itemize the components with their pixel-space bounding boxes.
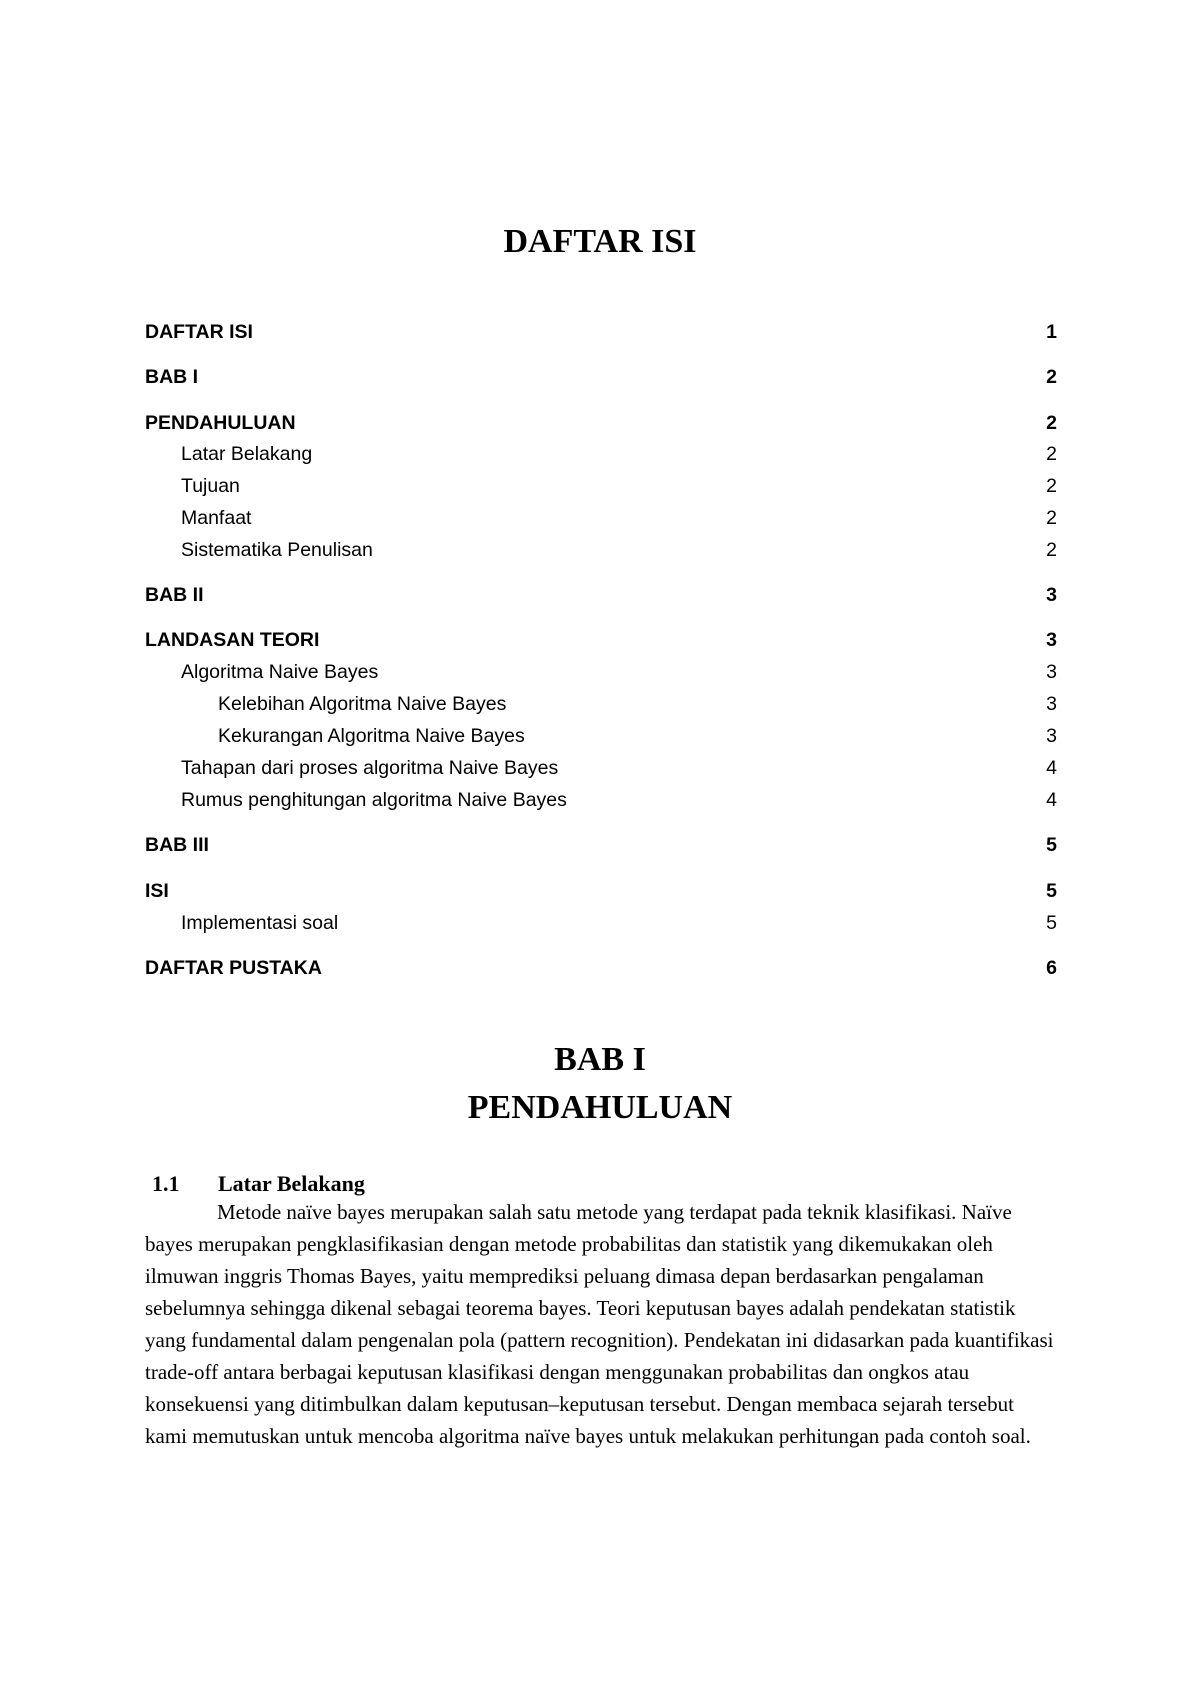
toc-entry-text: Algoritma Naive Bayes	[181, 661, 379, 683]
toc-entry-text: Manfaat	[181, 507, 252, 529]
toc-entry[interactable]	[145, 365, 1057, 389]
toc-entry[interactable]	[145, 474, 1057, 498]
toc-entry-page: 2	[1046, 412, 1057, 434]
toc-entry-text: Latar Belakang	[181, 443, 313, 465]
toc-entry-page: 5	[1046, 834, 1057, 856]
toc-entry[interactable]	[145, 411, 1057, 435]
toc-entry[interactable]	[145, 692, 1057, 716]
toc-entry-text: ISI	[145, 880, 169, 902]
section-body	[145, 1196, 1060, 1452]
toc-entry-page: 3	[1046, 661, 1057, 683]
toc-entry-text: DAFTAR ISI	[145, 321, 253, 343]
toc-entry-text: Rumus penghitungan algoritma Naive Bayes	[181, 789, 567, 811]
section-heading	[152, 1170, 365, 1198]
toc-entry-text: BAB I	[145, 366, 199, 388]
toc-entry[interactable]	[145, 660, 1057, 684]
toc-entry-text: Kekurangan Algoritma Naive Bayes	[218, 725, 525, 747]
toc-entry[interactable]	[145, 788, 1057, 812]
toc-entry-text: BAB III	[145, 834, 209, 856]
toc-entry-page: 2	[1046, 475, 1057, 497]
toc-entry-text: Tujuan	[181, 475, 240, 497]
toc-entry[interactable]	[145, 911, 1057, 935]
toc-entry-text: PENDAHULUAN	[145, 412, 296, 434]
toc-entry-text: Implementasi soal	[181, 912, 339, 934]
toc-title: DAFTAR ISI	[503, 223, 697, 260]
toc-entry[interactable]	[145, 538, 1057, 562]
toc-entry-text: Tahapan dari proses algoritma Naive Bayes	[181, 757, 559, 779]
chapter-title: PENDAHULUAN	[467, 1089, 733, 1126]
toc-entry-page: 2	[1046, 507, 1057, 529]
chapter-number: BAB I	[554, 1041, 646, 1078]
toc-entry[interactable]	[145, 506, 1057, 530]
toc-entry[interactable]	[145, 628, 1057, 652]
toc-entry-page: 3	[1046, 693, 1057, 715]
toc-entry[interactable]	[145, 583, 1057, 607]
toc-entry[interactable]	[145, 724, 1057, 748]
toc-entry[interactable]	[145, 833, 1057, 857]
toc-entry-text: DAFTAR PUSTAKA	[145, 957, 322, 979]
toc-entry-page: 2	[1046, 366, 1057, 388]
section-number: 1.1	[152, 1171, 180, 1196]
section-title: Latar Belakang	[218, 1171, 365, 1196]
toc-entry-page: 4	[1046, 757, 1057, 779]
toc-entry-page: 3	[1046, 629, 1057, 651]
toc-entry-page: 6	[1046, 957, 1057, 979]
toc-entry-page: 4	[1046, 789, 1057, 811]
toc-entry[interactable]	[145, 879, 1057, 903]
toc-entry-page: 5	[1046, 912, 1057, 934]
toc-entry-page: 1	[1046, 321, 1057, 343]
toc-entry-page: 2	[1046, 539, 1057, 561]
section-body-text: Metode naïve bayes merupakan salah satu metode yang terdapat pada teknik klasifikasi. Naïve bayes merupakan pengklasifikasian dengan metode probabilitas dan statistik yang dikemukakan oleh ilmuwan inggris Thomas Bayes, yaitu memprediksi peluang dimasa depan berdasarkan pengalaman sebelumnya sehingga dikenal sebagai teorema bayes. Teori keputusan bayes adalah pendekatan statistik yang fundamental dalam pengenalan pola (pattern recognition). Pendekatan ini didasarkan pada kuantifikasi trade-off antara berbagai keputusan klasifikasi dengan menggunakan probabilitas dan ongkos atau konsekuensi yang ditimbulkan dalam keputusan–keputusan tersebut. Dengan membaca sejarah tersebut kami memutuskan untuk mencoba algoritma naïve bayes untuk melakukan perhitungan pada contoh soal.	[145, 1200, 1054, 1448]
toc-entry-text: Sistematika Penulisan	[181, 539, 373, 561]
toc-entry[interactable]	[145, 756, 1057, 780]
toc-entry-page: 3	[1046, 725, 1057, 747]
toc-entry[interactable]	[145, 956, 1057, 980]
toc-entry-text: BAB II	[145, 584, 204, 606]
toc-entry-page: 5	[1046, 880, 1057, 902]
toc-entry-page: 3	[1046, 584, 1057, 606]
toc-entry-text: Kelebihan Algoritma Naive Bayes	[218, 693, 507, 715]
toc-entry[interactable]	[145, 442, 1057, 466]
toc-entry-page: 2	[1046, 443, 1057, 465]
toc-entry[interactable]	[145, 320, 1057, 344]
toc-entry-text: LANDASAN TEORI	[145, 629, 320, 651]
